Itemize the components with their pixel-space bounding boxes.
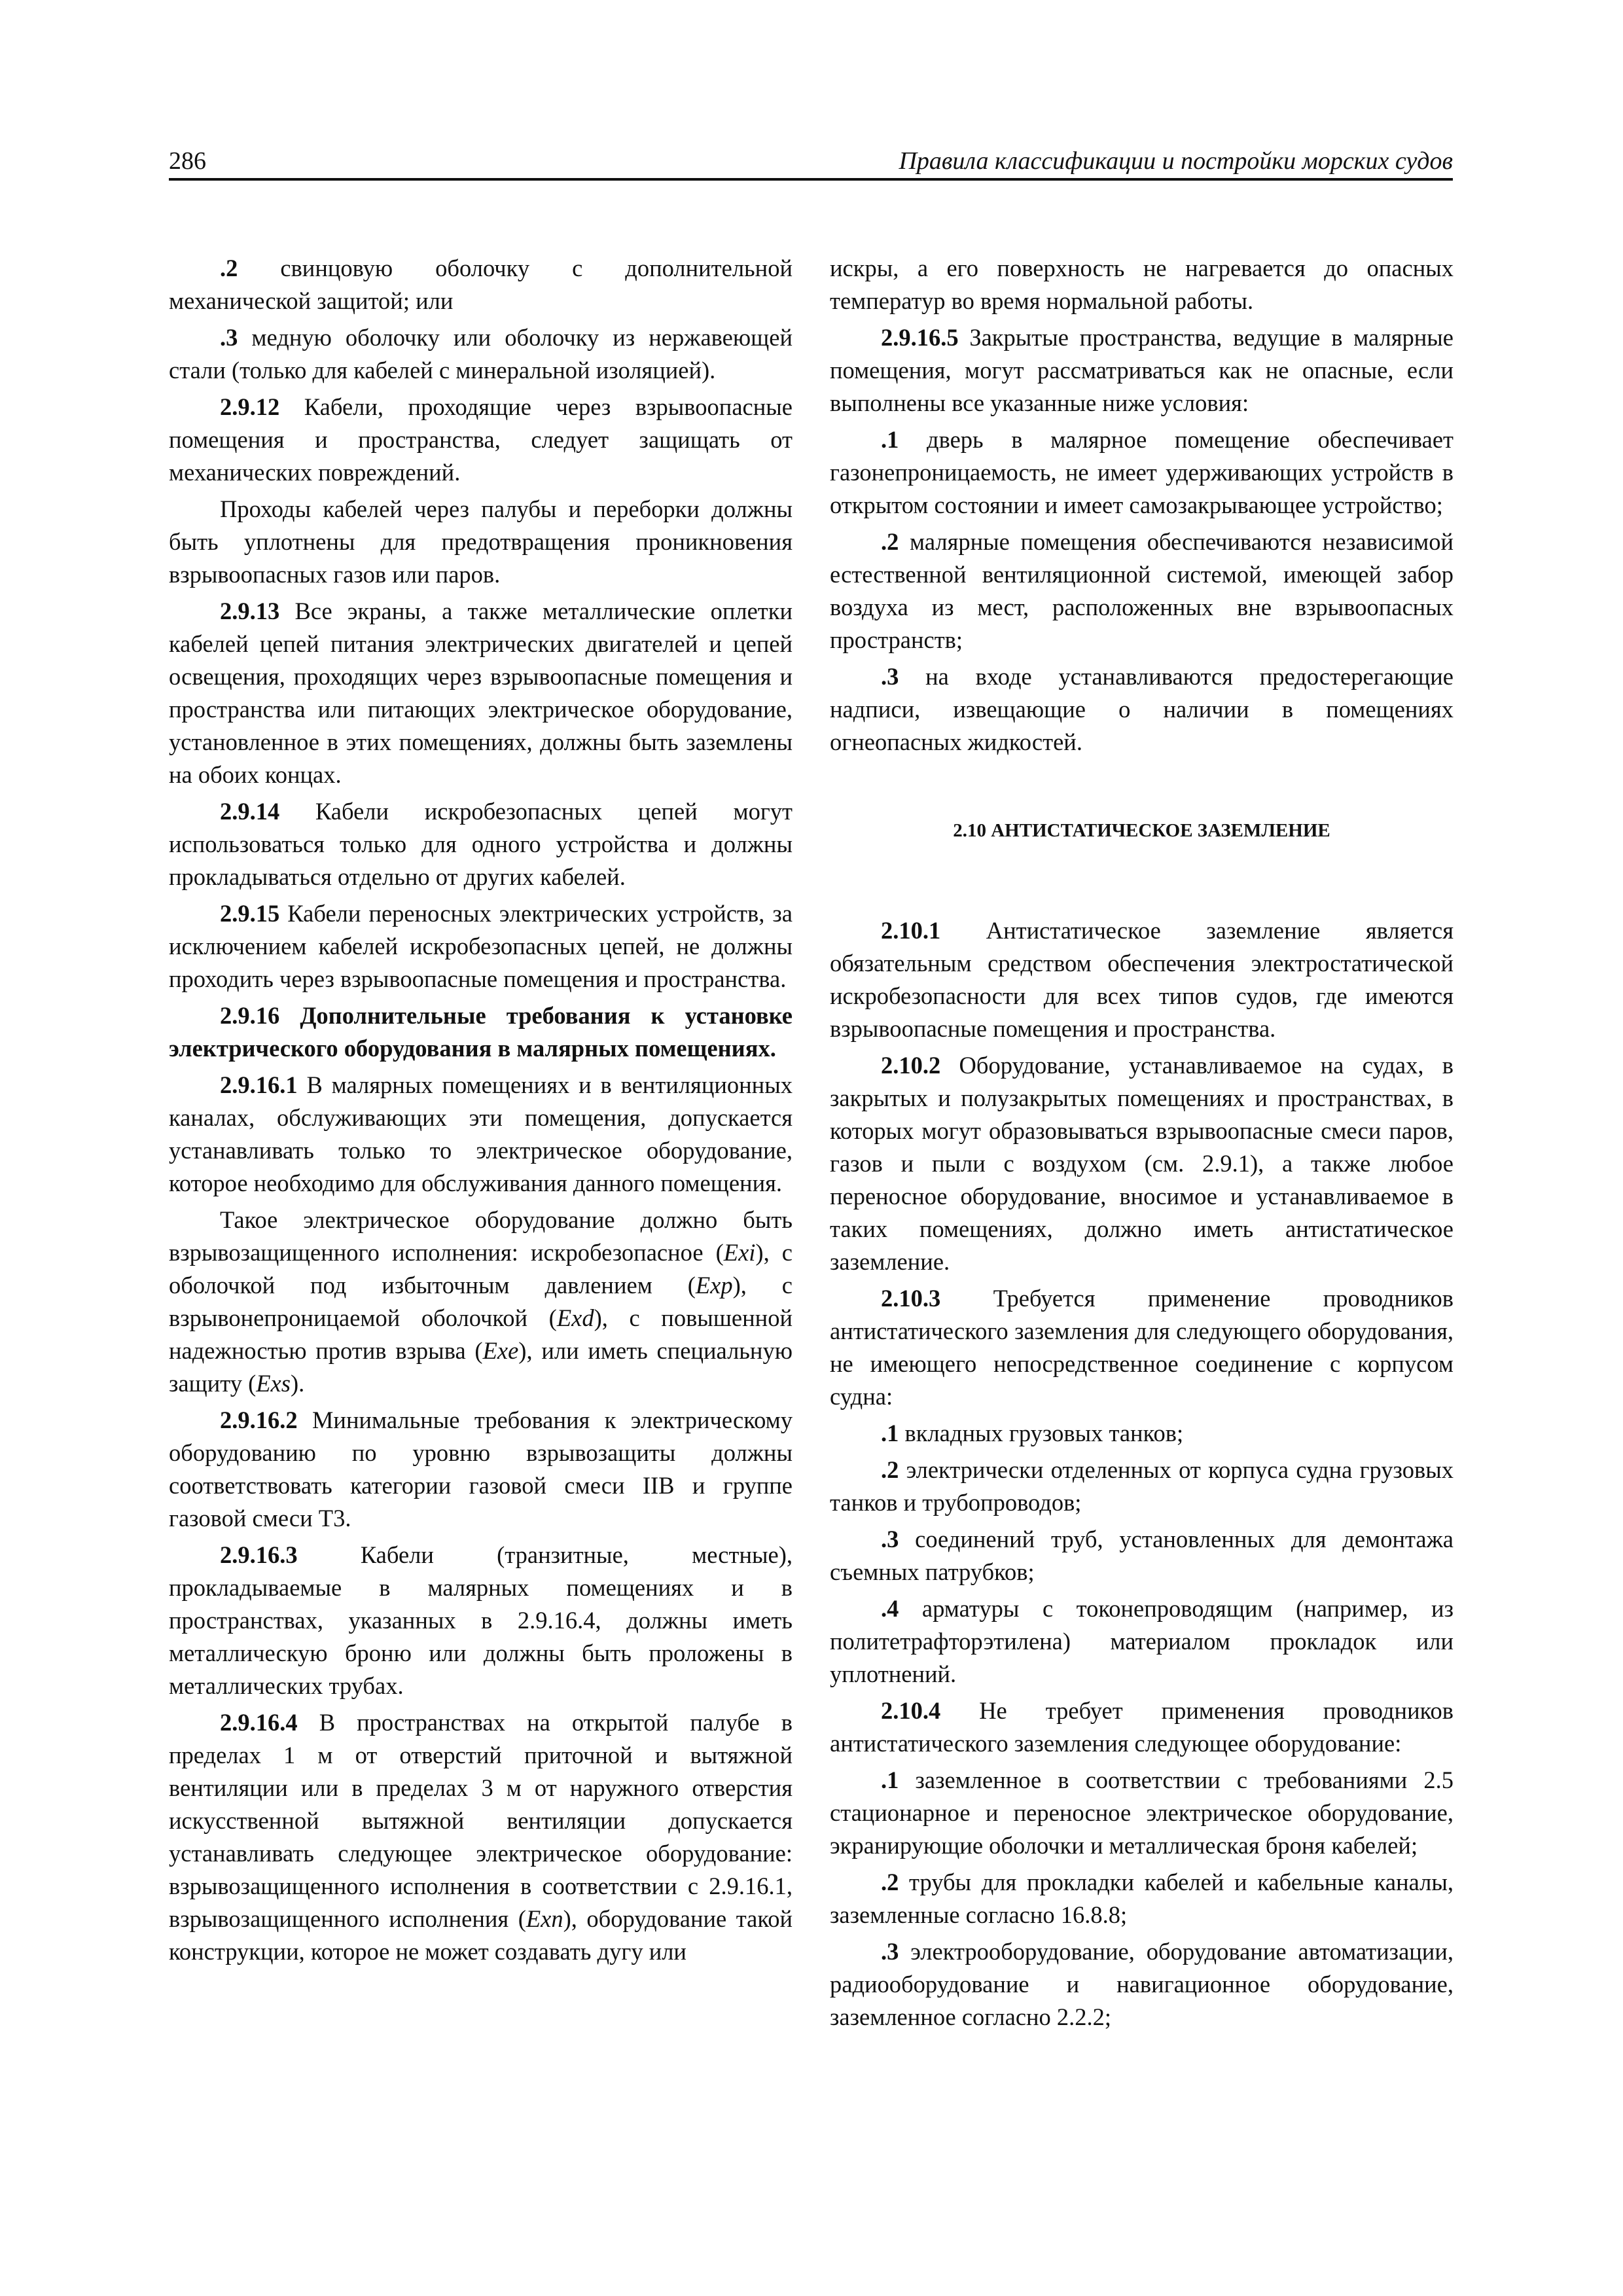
protection-code: Exe: [482, 1337, 519, 1364]
paragraph: [830, 914, 1454, 1045]
page-header: [169, 145, 1453, 178]
clause-number: .1: [881, 1767, 899, 1793]
clause-number: 2.9.16.4: [220, 1709, 298, 1736]
clause-number: .2: [881, 1869, 899, 1895]
paragraph-text: Антистатическое заземление является обязательным средством обеспечения электростатической искробезопасности для всех типов судов, где имеются взрывоопасные помещения и пространства.: [830, 917, 1454, 1042]
paragraph-text: соединений труб, установленных для демонтажа съемных патрубков;: [830, 1526, 1454, 1585]
paragraph: [830, 1935, 1454, 2034]
paragraph: [169, 493, 793, 591]
paragraph-text: Не требует применения проводников антистатического заземления следующее оборудование:: [830, 1697, 1454, 1757]
protection-code: Exs: [256, 1370, 291, 1397]
clause-number: .3: [881, 663, 899, 690]
clause-number: 2.9.13: [220, 598, 280, 624]
protection-code: Exd: [556, 1304, 594, 1331]
paragraph: [169, 252, 793, 317]
paragraph-text: Требуется применение проводников антистатического заземления для следующего оборудования, не имеющего непосредственное соединение с корпусом судна:: [830, 1285, 1454, 1410]
clause-number: 2.10.1: [881, 917, 941, 944]
paragraph-text: Закрытые пространства, ведущие в малярные помещения, могут рассматриваться как не опасные, если выполнены все указанные ниже условия:: [830, 324, 1454, 416]
paragraph-text: Все экраны, а также металлические оплетки кабелей цепей питания электрических двигателей и цепей освещения, проходящих через взрывоопасные помещения и пространства или питающих электрическое оборудование, установленное в этих помещениях, должны быть заземлены на обоих концах.: [169, 598, 793, 788]
paragraph: [169, 1539, 793, 1702]
paragraph-text: Кабели (транзитные, местные), прокладываемые в малярных помещениях и в пространствах, указанных в 2.9.16.4, должны иметь металлическую броню или должны быть проложены в металлических трубах.: [169, 1541, 793, 1699]
paragraph-text: малярные помещения обеспечиваются независимой естественной вентиляционной системой, имеющей забор воздуха из мест, расположенных вне взрывоопасных пространств;: [830, 528, 1454, 653]
paragraph: [169, 1404, 793, 1535]
paragraph: [830, 321, 1454, 420]
paragraph: [830, 660, 1454, 759]
clause-number: 2.10.4: [881, 1697, 941, 1724]
paragraph-text: дверь в малярное помещение обеспечивает газонепроницаемость, не имеет удерживающих устройств в открытом состоянии и имеет самозакрывающее устройство;: [830, 426, 1454, 518]
paragraph: [169, 595, 793, 791]
paragraph-text: Такое электрическое оборудование должно быть взрывозащищенного исполнения: искробезопасное (Exi), с оболочкой под избыточным давлением (Exp), с взрывонепроницаемой оболочкой (Exd), с повышенной надежностью против взрыва (Exe), или иметь специальную защиту (Exs).: [169, 1206, 793, 1397]
paragraph: [830, 1454, 1454, 1519]
paragraph: [169, 1706, 793, 1968]
paragraph-text: Оборудование, устанавливаемое на судах, в закрытых и полузакрытых помещениях и пространствах, в которых могут образовываться взрывоопасные смеси паров, газов и пыли с воздухом (см. 2.9.1), а также любое переносное оборудование, вносимое и устанавливаемое в таких помещениях, должно иметь антистатическое заземление.: [830, 1052, 1454, 1275]
clause-number: .3: [881, 1526, 899, 1552]
running-title: Правила классификации и постройки морских судов: [899, 147, 1453, 175]
paragraph: [830, 1764, 1454, 1862]
paragraph: [830, 1592, 1454, 1691]
clause-number: .2: [881, 528, 899, 555]
clause-number: .1: [881, 426, 899, 453]
paragraph-text: медную оболочку или оболочку из нержавеющей стали (только для кабелей с минеральной изоляцией).: [169, 324, 793, 384]
paragraph-text: В пространствах на открытой палубе в пределах 1 м от отверстий приточной и вытяжной вентиляции или в пределах 3 м от наружного отверстия искусственной вытяжной вентиляции допускается устанавливать следующее электрическое оборудование: взрывозащищенного исполнения в соответствии с 2.9.16.1, взрывозащищенного исполнения (Exn), оборудование такой конструкции, которое не может создавать дугу или: [169, 1709, 793, 1965]
clause-number: 2.10.2: [881, 1052, 941, 1079]
clause-number: 2.9.15: [220, 900, 280, 927]
paragraph-text: искры, а его поверхность не нагревается до опасных температур во время нормальной работы.: [830, 255, 1454, 314]
paragraph: [830, 1695, 1454, 1760]
right-column-top: [830, 252, 1454, 759]
protection-code: Exn: [526, 1905, 563, 1932]
clause-number: 2.9.16.1: [220, 1071, 298, 1098]
paragraph: [830, 1049, 1454, 1278]
clause-number: .1: [881, 1420, 899, 1446]
paragraph: [169, 999, 793, 1065]
paragraph-text: свинцовую оболочку с дополнительной механической защитой; или: [169, 255, 793, 314]
paragraph-text: Кабели переносных электрических устройств, за исключением кабелей искробезопасных цепей, не должны проходить через взрывоопасные помещения и пространства.: [169, 900, 793, 992]
clause-number: 2.10.3: [881, 1285, 941, 1312]
paragraph: [830, 526, 1454, 656]
page-number: 286: [169, 147, 206, 175]
paragraph-text: электрически отделенных от корпуса судна грузовых танков и трубопроводов;: [830, 1456, 1454, 1516]
paragraph-text: заземленное в соответствии с требованиями 2.5 стационарное и переносное электрическое оборудование, экранирующие оболочки и металлическая броня кабелей;: [830, 1767, 1454, 1859]
paragraph: [169, 795, 793, 893]
paragraph: [830, 423, 1454, 522]
protection-code: Exi: [723, 1239, 756, 1266]
clause-number: .3: [881, 1938, 899, 1965]
protection-code: Exp: [695, 1272, 733, 1299]
section-heading: 2.10 АНТИСТАТИЧЕСКОЕ ЗАЗЕМЛЕНИЕ: [953, 820, 1330, 841]
paragraph-text: на входе устанавливаются предостерегающие надписи, извещающие о наличии в помещениях огнеопасных жидкостей.: [830, 663, 1454, 755]
paragraph: [169, 1069, 793, 1200]
clause-number: 2.9.16.5: [881, 324, 959, 351]
paragraph-text: трубы для прокладки кабелей и кабельные каналы, заземленные согласно 16.8.8;: [830, 1869, 1454, 1928]
paragraph: [169, 1204, 793, 1400]
clause-number: .2: [881, 1456, 899, 1483]
paragraph: [830, 1417, 1454, 1450]
paragraph: [830, 1523, 1454, 1588]
clause-number: 2.9.16.3: [220, 1541, 298, 1568]
clause-number: 2.9.12: [220, 393, 280, 420]
paragraph-text: арматуры с токонепроводящим (например, из политетрафторэтилена) материалом прокладок или уплотнений.: [830, 1595, 1454, 1687]
clause-number: .2: [220, 255, 238, 281]
paragraph-text: вкладных грузовых танков;: [899, 1420, 1184, 1446]
clause-number: .3: [220, 324, 238, 351]
left-column: [169, 252, 793, 1972]
clause-number: 2.9.14: [220, 798, 280, 825]
paragraph-text: электрооборудование, оборудование автоматизации, радиооборудование и навигационное оборудование, заземленное согласно 2.2.2;: [830, 1938, 1454, 2030]
paragraph-text: В малярных помещениях и в вентиляционных каналах, обслуживающих эти помещения, допускается устанавливать только то электрическое оборудование, которое необходимо для обслуживания данного помещения.: [169, 1071, 793, 1196]
clause-title: Дополнительные требования к установке электрического оборудования в малярных помещениях.: [169, 1002, 793, 1062]
clause-number: 2.9.16: [220, 1002, 280, 1029]
paragraph-text: Кабели, проходящие через взрывоопасные помещения и пространства, следует защищать от механических повреждений.: [169, 393, 793, 486]
right-column-bottom: [830, 914, 1454, 2034]
paragraph: [169, 321, 793, 387]
clause-number: .4: [881, 1595, 899, 1622]
paragraph: [830, 252, 1454, 317]
paragraph: [830, 1282, 1454, 1413]
paragraph-text: Проходы кабелей через палубы и переборки должны быть уплотнены для предотвращения проникновения взрывоопасных газов или паров.: [169, 495, 793, 588]
paragraph-text: Минимальные требования к электрическому оборудованию по уровню взрывозащиты должны соответствовать категории газовой смеси IIВ и группе газовой смеси Т3.: [169, 1407, 793, 1532]
right-column: [830, 252, 1454, 2037]
clause-number: 2.9.16.2: [220, 1407, 298, 1433]
header-rule: [169, 178, 1453, 181]
paragraph-text: Кабели искробезопасных цепей могут использоваться только для одного устройства и должны прокладываться отдельно от других кабелей.: [169, 798, 793, 890]
paragraph: [830, 1866, 1454, 1931]
paragraph: [169, 897, 793, 996]
paragraph: [169, 391, 793, 489]
